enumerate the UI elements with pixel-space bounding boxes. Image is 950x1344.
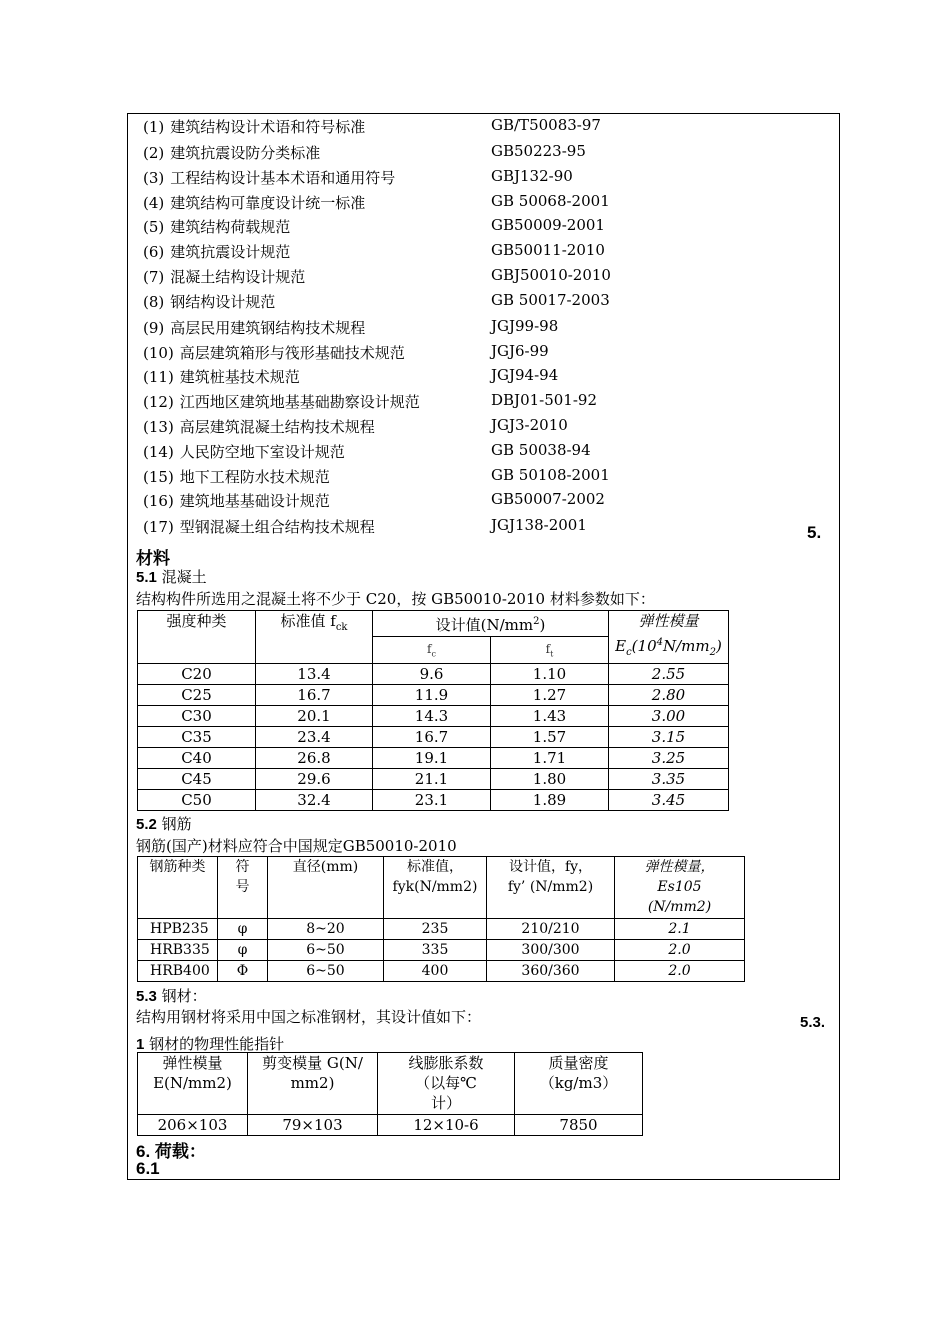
steel-header-shear: 剪变模量 G(N/ mm2)	[248, 1053, 378, 1115]
concrete-cell: 20.1	[256, 706, 373, 727]
rebar-header-modulus: 弹性模量， Es105 (N/mm2)	[615, 857, 745, 919]
concrete-cell: 1.57	[491, 727, 609, 748]
section-5-1-heading	[136, 566, 207, 587]
standard-code: GB 50038-94	[491, 441, 591, 459]
rebar-cell: 6~50	[268, 961, 384, 982]
standard-number: (16)	[143, 492, 174, 510]
standard-item	[143, 142, 586, 162]
rebar-header-diameter: 直径(mm)	[268, 857, 384, 919]
concrete-cell: C25	[138, 685, 256, 706]
concrete-cell: C30	[138, 706, 256, 727]
concrete-table	[137, 610, 729, 811]
rebar-cell: 235	[384, 919, 487, 940]
standard-name: 高层建筑箱形与筏形基础技术规范	[179, 344, 405, 362]
concrete-row	[138, 790, 729, 811]
standard-code: GB 50017-2003	[491, 291, 610, 309]
standard-name: 混凝土结构设计规范	[170, 268, 306, 286]
concrete-cell: 14.3	[373, 706, 491, 727]
standard-item	[143, 342, 549, 362]
rebar-cell: HRB335	[138, 940, 218, 961]
concrete-cell: 9.6	[373, 664, 491, 685]
standard-item	[143, 391, 598, 411]
standard-name: 建筑结构设计术语和符号标准	[170, 118, 366, 136]
section-5-1-title: 混凝土	[161, 568, 207, 586]
standard-number: (10)	[143, 344, 174, 362]
standard-code: GB 50108-2001	[491, 466, 610, 484]
concrete-cell: 3.45	[609, 790, 729, 811]
standard-item	[143, 490, 605, 510]
steel-row	[138, 1115, 643, 1136]
concrete-row	[138, 664, 729, 685]
steel-cell-elastic: 206×103	[138, 1115, 248, 1136]
section-5-2-heading	[136, 813, 192, 834]
rebar-cell: Φ	[218, 961, 268, 982]
standard-code: GB/T50083-97	[491, 116, 601, 134]
concrete-row	[138, 727, 729, 748]
concrete-header-design: 设计值$(N/mm^2)$	[373, 611, 609, 637]
concrete-header-grade: 强度种类	[138, 611, 256, 664]
steel-table	[137, 1052, 643, 1136]
standard-number: (12)	[143, 393, 174, 411]
concrete-cell: 26.8	[256, 748, 373, 769]
standard-code: GB 50068-2001	[491, 192, 610, 210]
standard-name: 地下工程防水技术规范	[179, 468, 330, 486]
rebar-header-design: 设计值，fy， fy’ (N/mm2)	[487, 857, 615, 919]
section-5-1-text: 结构构件所选用之混凝土将不少于 C20，按 GB50010-2010 材料参数如下：	[136, 590, 655, 608]
standard-item	[143, 192, 610, 212]
section-5-2-title: 钢筋	[161, 815, 192, 833]
standard-item	[143, 266, 611, 286]
rebar-table	[137, 856, 745, 982]
standard-code: GB50009-2001	[491, 216, 605, 234]
concrete-cell: 13.4	[256, 664, 373, 685]
standard-item	[143, 516, 587, 536]
section-5-2-text: 钢筋(国产)材料应符合中国规定GB50010-2010	[136, 837, 457, 855]
standard-number: (17)	[143, 518, 174, 536]
standard-item	[143, 466, 610, 486]
concrete-cell: 16.7	[373, 727, 491, 748]
concrete-cell: C45	[138, 769, 256, 790]
rebar-cell: HPB235	[138, 919, 218, 940]
steel-header-expansion: 线膨胀系数 （以每℃ 计）	[378, 1053, 515, 1115]
rebar-row	[138, 919, 745, 940]
rebar-cell: φ	[218, 919, 268, 940]
concrete-cell: C40	[138, 748, 256, 769]
rebar-row	[138, 961, 745, 982]
standard-item	[143, 366, 559, 386]
standard-item	[143, 116, 601, 136]
standard-number: (4)	[143, 194, 165, 212]
standard-number: (13)	[143, 418, 174, 436]
rebar-cell: 400	[384, 961, 487, 982]
concrete-cell: 1.71	[491, 748, 609, 769]
rebar-cell: φ	[218, 940, 268, 961]
standard-item	[143, 167, 573, 187]
standard-code: GBJ132-90	[491, 167, 573, 185]
concrete-cell: 2.55	[609, 664, 729, 685]
concrete-cell: 1.27	[491, 685, 609, 706]
rebar-header-symbol: 符号	[218, 857, 268, 919]
concrete-cell: C35	[138, 727, 256, 748]
section-5-3-number: 5.3	[136, 988, 157, 1005]
concrete-cell: 29.6	[256, 769, 373, 790]
standard-code: GB50223-95	[491, 142, 586, 160]
concrete-cell: 1.89	[491, 790, 609, 811]
standard-number: (1)	[143, 118, 165, 136]
concrete-cell: 19.1	[373, 748, 491, 769]
section-5-3-title: 钢材：	[161, 987, 207, 1005]
rebar-cell: 360/360	[487, 961, 615, 982]
steel-cell-expansion: 12×10-6	[378, 1115, 515, 1136]
standard-name: 工程结构设计基本术语和通用符号	[170, 169, 396, 187]
steel-header-elastic: 弹性模量 E(N/mm2)	[138, 1053, 248, 1115]
standard-number: (5)	[143, 218, 165, 236]
section-5-3-side-number: 5.3.	[800, 1014, 826, 1031]
standard-number: (14)	[143, 443, 174, 461]
standard-name: 人民防空地下室设计规范	[179, 443, 345, 461]
standard-name: 建筑结构荷载规范	[170, 218, 291, 236]
concrete-cell: 23.1	[373, 790, 491, 811]
concrete-cell: 11.9	[373, 685, 491, 706]
standard-item	[143, 416, 568, 436]
section-5-1-number: 5.1	[136, 569, 157, 586]
standard-name: 高层民用建筑钢结构技术规程	[170, 319, 366, 337]
concrete-cell: 3.35	[609, 769, 729, 790]
rebar-cell: HRB400	[138, 961, 218, 982]
section-5-3-text: 结构用钢材将采用中国之标准钢材，其设计值如下：	[136, 1008, 482, 1026]
standard-name: 建筑抗震设计规范	[170, 243, 291, 261]
standard-number: (2)	[143, 144, 165, 162]
standard-code: JGJ138-2001	[491, 516, 587, 534]
standard-number: (7)	[143, 268, 165, 286]
section-5-3-heading	[136, 985, 207, 1006]
concrete-cell: 2.80	[609, 685, 729, 706]
standard-code: GBJ50010-2010	[491, 266, 611, 284]
standard-name: 建筑地基基础设计规范	[179, 492, 330, 510]
concrete-cell: 3.00	[609, 706, 729, 727]
concrete-cell: 3.15	[609, 727, 729, 748]
rebar-cell: 300/300	[487, 940, 615, 961]
standard-code: GB50007-2002	[491, 490, 605, 508]
standard-number: (3)	[143, 169, 165, 187]
standard-number: (11)	[143, 368, 174, 386]
concrete-header-ft: $f_t$	[491, 637, 609, 664]
concrete-row	[138, 748, 729, 769]
concrete-row	[138, 769, 729, 790]
rebar-row	[138, 940, 745, 961]
rebar-header-standard: 标准值， fyk(N/mm2)	[384, 857, 487, 919]
section-6-title: 6. 荷载：	[136, 1142, 206, 1161]
standard-item	[143, 216, 605, 236]
rebar-cell: 2.0	[615, 940, 745, 961]
rebar-header-type: 钢筋种类	[138, 857, 218, 919]
section-5-title: 材料	[136, 549, 170, 569]
concrete-cell: 1.43	[491, 706, 609, 727]
standard-item	[143, 291, 610, 311]
concrete-header-modulus: 弹性模量 $E_c(10^4N/mm_2)$	[609, 611, 729, 664]
concrete-cell: C50	[138, 790, 256, 811]
standard-name: 型钢混凝土组合结构技术规程	[179, 518, 375, 536]
standard-number: (9)	[143, 319, 165, 337]
section-5-number: 5.	[807, 523, 822, 542]
standard-code: GB50011-2010	[491, 241, 605, 259]
steel-cell-density: 7850	[515, 1115, 643, 1136]
standard-code: JGJ94-94	[491, 366, 559, 384]
standard-item	[143, 241, 605, 261]
steel-cell-shear: 79×103	[248, 1115, 378, 1136]
standard-name: 钢结构设计规范	[170, 293, 276, 311]
steel-caption-number: 1	[136, 1036, 145, 1053]
rebar-cell: 210/210	[487, 919, 615, 940]
standard-name: 建筑结构可靠度设计统一标准	[170, 194, 366, 212]
standard-code: JGJ6-99	[491, 342, 549, 360]
concrete-cell: 1.10	[491, 664, 609, 685]
standard-name: 江西地区建筑地基基础勘察设计规范	[179, 393, 420, 411]
rebar-cell: 335	[384, 940, 487, 961]
concrete-cell: 32.4	[256, 790, 373, 811]
standard-code: DBJ01-501-92	[491, 391, 598, 409]
standard-item	[143, 441, 591, 461]
steel-header-density: 质量密度 （kg/m3）	[515, 1053, 643, 1115]
concrete-row	[138, 685, 729, 706]
rebar-cell: 2.0	[615, 961, 745, 982]
standard-number: (6)	[143, 243, 165, 261]
concrete-cell: 16.7	[256, 685, 373, 706]
concrete-row	[138, 706, 729, 727]
standard-number: (15)	[143, 468, 174, 486]
concrete-cell: 3.25	[609, 748, 729, 769]
standard-name: 建筑抗震设防分类标准	[170, 144, 321, 162]
standard-name: 高层建筑混凝土结构技术规程	[179, 418, 375, 436]
standard-code: JGJ3-2010	[491, 416, 568, 434]
concrete-cell: 23.4	[256, 727, 373, 748]
concrete-header-fc: $f_c$	[373, 637, 491, 664]
standard-item	[143, 317, 559, 337]
rebar-cell: 2.1	[615, 919, 745, 940]
section-5-2-number: 5.2	[136, 816, 157, 833]
rebar-cell: 8~20	[268, 919, 384, 940]
standard-code: JGJ99-98	[491, 317, 559, 335]
standard-name: 建筑桩基技术规范	[179, 368, 300, 386]
concrete-cell: C20	[138, 664, 256, 685]
concrete-header-standard: 标准值 $f_{ck}$	[256, 611, 373, 664]
concrete-cell: 21.1	[373, 769, 491, 790]
rebar-cell: 6~50	[268, 940, 384, 961]
standard-number: (8)	[143, 293, 165, 311]
concrete-cell: 1.80	[491, 769, 609, 790]
steel-caption: 1 钢材的物理性能指针	[136, 1035, 285, 1053]
section-6-1-number: 6.1	[136, 1159, 160, 1178]
